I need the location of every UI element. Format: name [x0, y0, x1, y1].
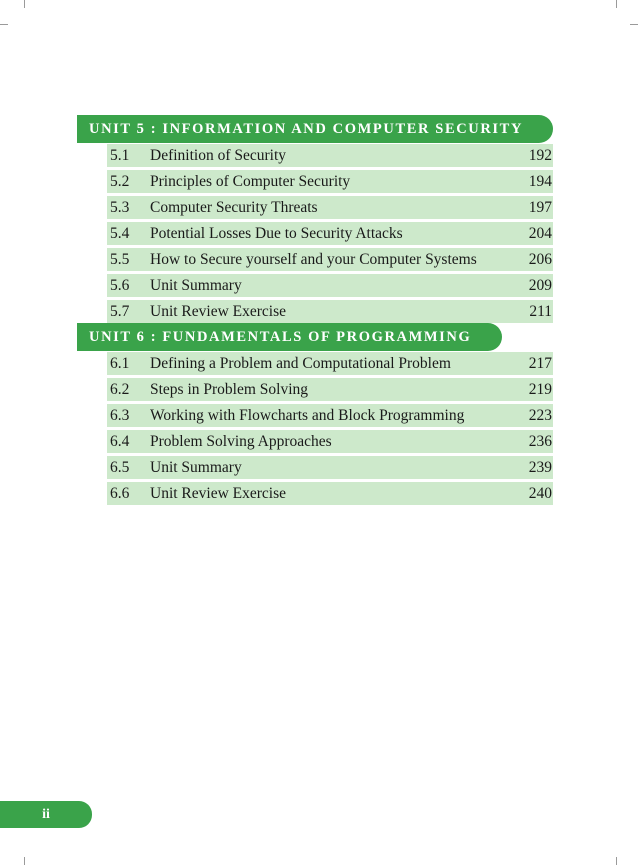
page-number: 192 [528, 147, 552, 164]
section-title: Potential Losses Due to Security Attacks [150, 225, 403, 242]
section-title: Definition of Security [150, 147, 287, 164]
toc-entry[interactable] [107, 274, 553, 297]
toc-entry[interactable] [107, 170, 553, 193]
page-number-tab [0, 801, 92, 828]
unit-6-header: UNIT 6 : FUNDAMENTALS OF PROGRAMMING [77, 323, 502, 351]
toc-entry[interactable] [107, 430, 553, 453]
page-number: 239 [528, 459, 552, 476]
toc-entry[interactable] [107, 404, 553, 427]
page-number: 209 [528, 277, 552, 294]
section-title: How to Secure yourself and your Computer Systems [150, 251, 477, 268]
section-number: 5.6 [110, 277, 130, 294]
page-number: 206 [528, 251, 552, 268]
crop-mark [616, 0, 617, 8]
crop-mark [0, 24, 8, 25]
toc-entry[interactable] [107, 378, 553, 401]
section-title: Computer Security Threats [150, 199, 318, 216]
section-title: Unit Summary [150, 277, 242, 294]
toc-entry[interactable] [107, 482, 553, 505]
section-number: 6.5 [110, 459, 130, 476]
section-number: 6.1 [110, 355, 130, 372]
section-number: 5.7 [110, 303, 130, 320]
section-title: Unit Review Exercise [150, 485, 287, 502]
crop-mark [616, 857, 617, 865]
toc-entry[interactable] [107, 144, 553, 167]
crop-mark [24, 857, 25, 865]
page-number: 197 [528, 199, 552, 216]
section-title: Principles of Computer Security [150, 173, 351, 190]
toc-entry[interactable] [107, 456, 553, 479]
section-number: 5.1 [110, 147, 130, 164]
page-number: 211 [529, 303, 552, 320]
section-title: Problem Solving Approaches [150, 433, 332, 450]
section-number: 6.2 [110, 381, 130, 398]
toc-entry[interactable] [107, 352, 553, 375]
section-number: 5.4 [110, 225, 130, 242]
page-number: 240 [528, 485, 552, 502]
toc-entry[interactable] [107, 300, 553, 323]
section-number: 5.5 [110, 251, 130, 268]
section-number: 5.3 [110, 199, 130, 216]
toc-entry[interactable] [107, 248, 553, 271]
toc-entry[interactable] [107, 196, 553, 219]
section-title: Steps in Problem Solving [150, 381, 309, 398]
unit-6-toc-list [107, 352, 553, 508]
page-number: 204 [528, 225, 552, 242]
section-number: 6.3 [110, 407, 130, 424]
page-number: 223 [528, 407, 552, 424]
page-number: 236 [528, 433, 552, 450]
section-title: Defining a Problem and Computational Problem [150, 355, 451, 372]
unit-5-header: UNIT 5 : INFORMATION AND COMPUTER SECURITY [77, 115, 553, 143]
section-number: 6.4 [110, 433, 130, 450]
page-number: 217 [528, 355, 552, 372]
section-number: 5.2 [110, 173, 130, 190]
page-number: 219 [528, 381, 552, 398]
crop-mark [24, 0, 25, 8]
section-title: Working with Flowcharts and Block Programming [150, 407, 465, 424]
crop-mark [630, 24, 638, 25]
toc-entry[interactable] [107, 222, 553, 245]
section-title: Unit Review Exercise [150, 303, 287, 320]
section-number: 6.6 [110, 485, 130, 502]
footer-page-number: ii [42, 806, 50, 822]
section-title: Unit Summary [150, 459, 242, 476]
page-number: 194 [528, 173, 552, 190]
unit-5-toc-list [107, 144, 553, 326]
